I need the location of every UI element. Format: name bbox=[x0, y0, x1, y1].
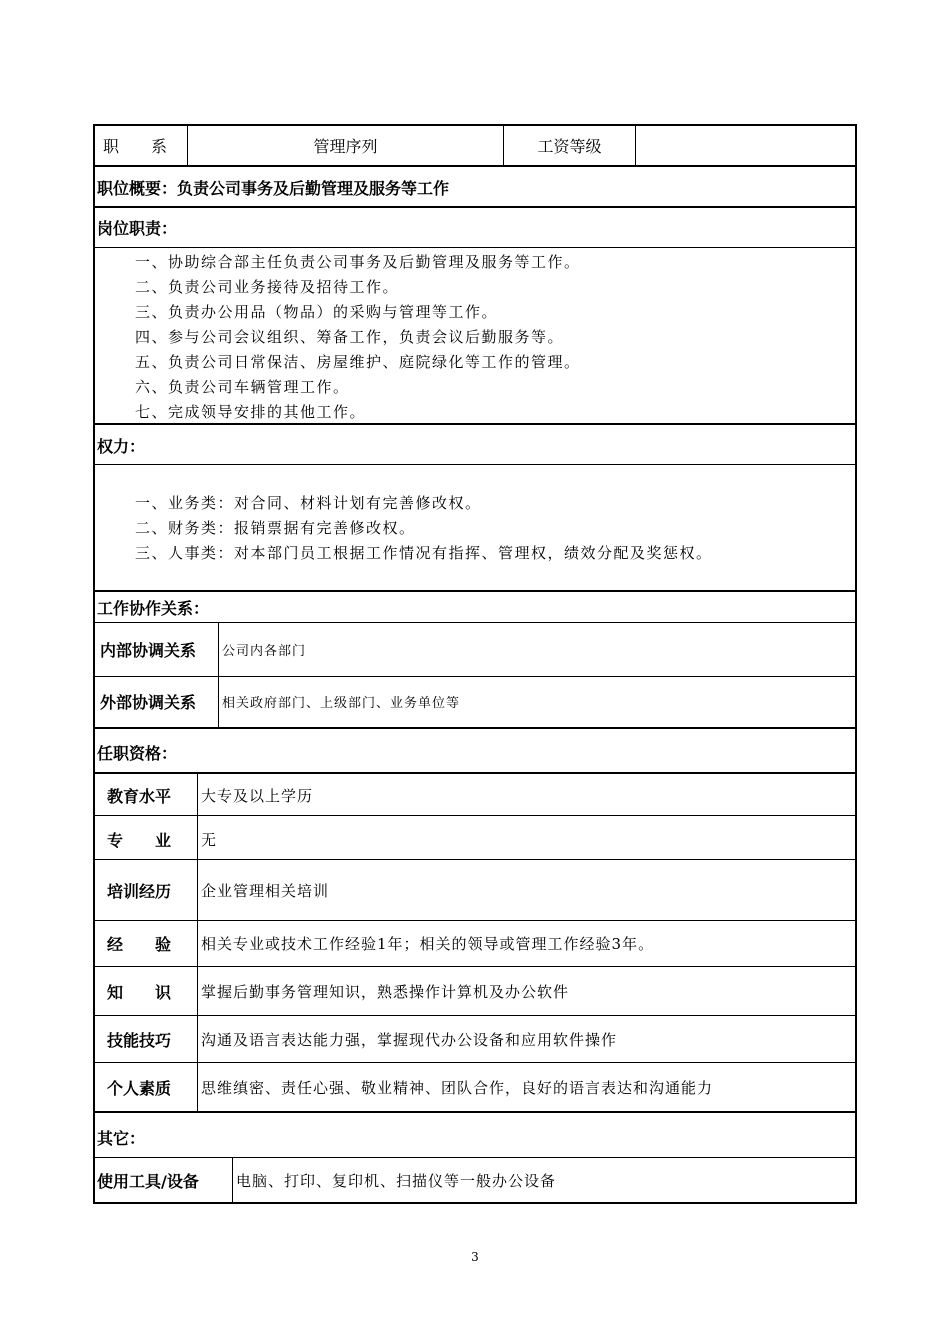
qual-label-major: 专 业 bbox=[107, 831, 172, 850]
qual-value-skills: 沟通及语言表达能力强，掌握现代办公设备和应用软件操作 bbox=[201, 1031, 618, 1049]
row-line bbox=[95, 815, 855, 816]
qual-label-knowledge: 知 识 bbox=[107, 983, 172, 1002]
qualifications-title: 任职资格： bbox=[97, 744, 178, 763]
internal-value: 公司内各部门 bbox=[222, 644, 307, 659]
duty-item: 六、负责公司车辆管理工作。 bbox=[135, 378, 350, 396]
row-line bbox=[95, 590, 855, 592]
row-line bbox=[95, 206, 855, 208]
zhixi-value: 管理序列 bbox=[313, 137, 378, 156]
power-item: 二、财务类：报销票据有完善修改权。 bbox=[135, 519, 416, 537]
row-line bbox=[95, 1157, 855, 1158]
row-line bbox=[95, 1111, 855, 1113]
grade-label: 工资等级 bbox=[537, 137, 602, 156]
row-line bbox=[95, 1015, 855, 1016]
external-label: 外部协调关系 bbox=[100, 693, 197, 712]
row-line bbox=[95, 966, 855, 967]
qual-label-skills: 技能技巧 bbox=[107, 1031, 172, 1050]
tools-label: 使用工具/设备 bbox=[97, 1172, 199, 1191]
row-line bbox=[95, 464, 855, 465]
duty-item: 一、协助综合部主任负责公司事务及后勤管理及服务等工作。 bbox=[135, 253, 581, 271]
duty-item: 二、负责公司业务接待及招待工作。 bbox=[135, 278, 400, 296]
qual-value-training: 企业管理相关培训 bbox=[201, 882, 330, 900]
qual-value-experience: 相关专业或技术工作经验1年；相关的领导或管理工作经验3年。 bbox=[201, 935, 655, 953]
zhixi-label: 职 系 bbox=[103, 137, 168, 156]
duty-item: 七、完成领导安排的其他工作。 bbox=[135, 403, 367, 421]
job-description-table bbox=[93, 124, 857, 1204]
qual-label-personal: 个人素质 bbox=[107, 1079, 172, 1098]
duties-title: 岗位职责： bbox=[97, 219, 178, 238]
page-number: 3 bbox=[471, 1250, 479, 1264]
row-line bbox=[95, 247, 855, 248]
external-value: 相关政府部门、上级部门、业务单位等 bbox=[222, 696, 461, 711]
row-line bbox=[95, 165, 855, 167]
power-item: 三、人事类：对本部门员工根据工作情况有指挥、管理权，绩效分配及奖惩权。 bbox=[135, 544, 713, 562]
power-item: 一、业务类：对合同、材料计划有完善修改权。 bbox=[135, 494, 482, 512]
duty-item: 四、参与公司会议组织、筹备工作，负责会议后勤服务等。 bbox=[135, 328, 565, 346]
relations-title: 工作协作关系： bbox=[97, 599, 210, 618]
qual-label-education: 教育水平 bbox=[107, 787, 172, 806]
row-line bbox=[95, 676, 855, 677]
internal-label: 内部协调关系 bbox=[100, 641, 197, 660]
row-line bbox=[95, 772, 855, 774]
row-line bbox=[95, 423, 855, 425]
qual-value-personal: 思维缜密、责任心强、敬业精神、团队合作，良好的语言表达和沟通能力 bbox=[201, 1079, 714, 1097]
relations-divider bbox=[218, 623, 219, 727]
row-line bbox=[95, 859, 855, 860]
row-line bbox=[95, 727, 855, 729]
duty-item: 三、负责办公用品（物品）的采购与管理等工作。 bbox=[135, 303, 499, 321]
row-line bbox=[95, 1062, 855, 1063]
row-line bbox=[95, 920, 855, 921]
qual-value-education: 大专及以上学历 bbox=[201, 787, 314, 805]
qual-value-knowledge: 掌握后勤事务管理知识，熟悉操作计算机及办公软件 bbox=[201, 983, 570, 1001]
other-title: 其它： bbox=[97, 1129, 146, 1148]
row-line bbox=[95, 622, 855, 623]
qual-label-experience: 经 验 bbox=[107, 935, 172, 954]
qual-value-major: 无 bbox=[201, 831, 218, 849]
other-divider bbox=[232, 1158, 233, 1202]
tools-value: 电脑、打印、复印机、扫描仪等一般办公设备 bbox=[236, 1172, 557, 1190]
position-summary: 职位概要：负责公司事务及后勤管理及服务等工作 bbox=[97, 179, 450, 198]
qual-label-training: 培训经历 bbox=[107, 882, 172, 901]
duty-item: 五、负责公司日常保洁、房屋维护、庭院绿化等工作的管理。 bbox=[135, 353, 581, 371]
header-divider-3 bbox=[635, 126, 636, 167]
powers-title: 权力： bbox=[97, 437, 146, 456]
